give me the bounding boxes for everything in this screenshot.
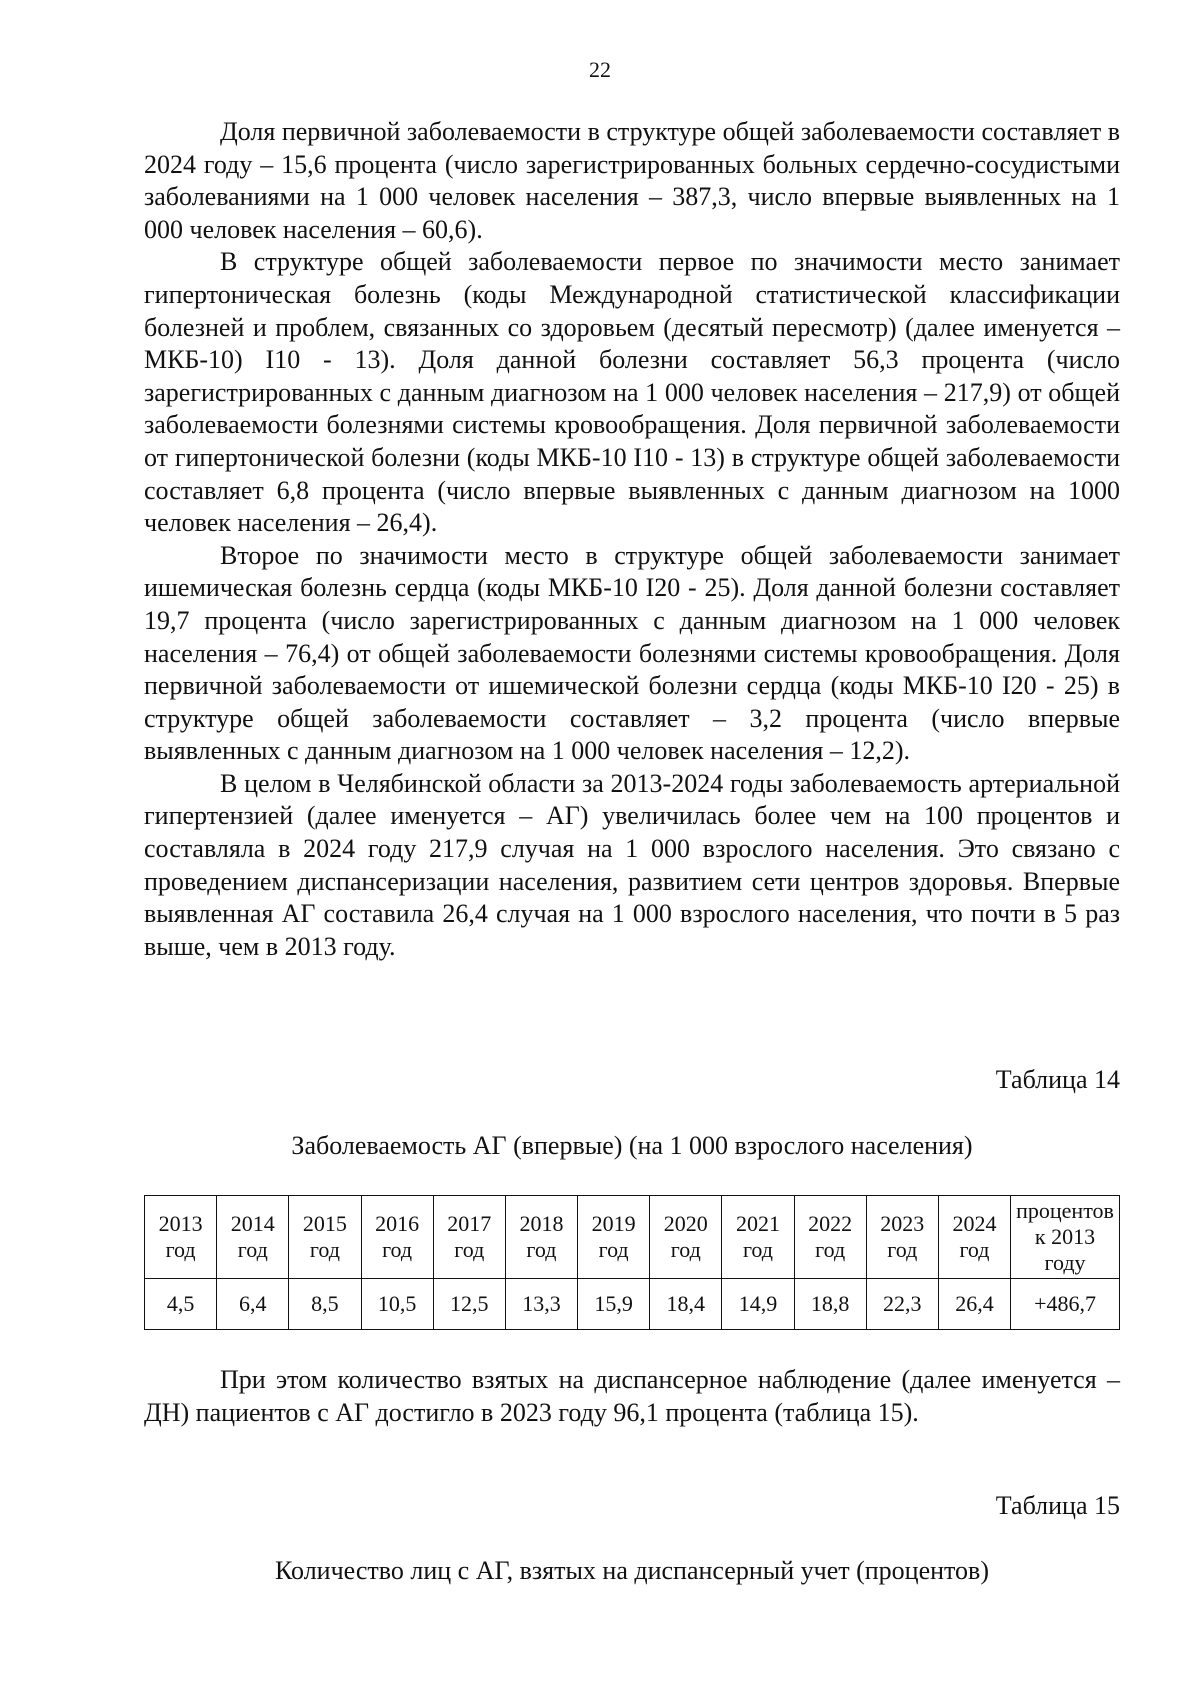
- header-cell: 2024 год: [938, 1196, 1010, 1279]
- header-cell: 2015 год: [289, 1196, 361, 1279]
- value-cell: 10,5: [361, 1279, 433, 1330]
- value-cell: 8,5: [289, 1279, 361, 1330]
- paragraph-dispensary: При этом количество взятых на диспансерное наблюдение (далее именуется – ДН) пациентов с АГ достигло в 2023 году 96,1 процента (таблица 15).: [144, 1365, 1120, 1427]
- table-15-title: Количество лиц с АГ, взятых на диспансерный учет (процентов): [275, 1556, 989, 1585]
- paragraph-hypertension: В структуре общей заболеваемости первое по значимости место занимает гипертоническая болезнь (коды Международной статистической классификации болезней и проблем, связанных со здоровьем (десятый пересмотр) (далее именуется – МКБ-10) I10 - 13). Доля данной болезни составляет 56,3 процента (число зарегистрированных с данным диагнозом на 1 000 человек населения – 217,9) от общей заболеваемости болезнями системы кровообращения. Доля первичной заболеваемости от гипертонической болезни (коды МКБ-10 I10 - 13) в структуре общей заболеваемости составляет 6,8 процента (число впервые выявленных с данным диагнозом на 1000 человек населения – 26,4).: [144, 247, 1120, 538]
- header-cell: 2018 год: [505, 1196, 577, 1279]
- value-cell: 18,8: [794, 1279, 866, 1330]
- value-cell: 6,4: [217, 1279, 289, 1330]
- header-cell: 2022 год: [794, 1196, 866, 1279]
- paragraph-chelyabinsk: В целом в Челябинской области за 2013-2024 годы заболеваемость артериальной гипертензией (далее именуется – АГ) увеличилась более чем на 100 процентов и составляла в 2024 году 217,9 случая на 1 000 взрослого населения. Это связано с проведением диспансеризации населения, развитием сети центров здоровья. Впервые выявленная АГ составила 26,4 случая на 1 000 взрослого населения, что почти в 5 раз выше, чем в 2013 году.: [144, 768, 1120, 961]
- page-number: 22: [589, 57, 611, 82]
- value-cell: 26,4: [938, 1279, 1010, 1330]
- header-cell: 2023 год: [866, 1196, 938, 1279]
- value-cell: 15,9: [578, 1279, 650, 1330]
- table-14: [144, 1195, 1120, 1330]
- header-cell: 2021 год: [722, 1196, 794, 1279]
- table-header-row: [145, 1196, 1120, 1279]
- table-14-label: Таблица 14: [995, 1065, 1120, 1094]
- table-value-row: [145, 1279, 1120, 1330]
- header-cell-percent: процентов к 2013 году: [1011, 1196, 1120, 1279]
- value-cell: 4,5: [145, 1279, 217, 1330]
- value-cell: 14,9: [722, 1279, 794, 1330]
- value-cell: 18,4: [650, 1279, 722, 1330]
- paragraph-primary-morbidity: Доля первичной заболеваемости в структуре общей заболеваемости составляет в 2024 году – 15,6 процента (число зарегистрированных больных сердечно-сосудистыми заболеваниями на 1 000 человек населения – 387,3, число впервые выявленных на 1 000 человек населения – 60,6).: [144, 117, 1120, 244]
- table-14-title: Заболеваемость АГ (впервые) (на 1 000 взрослого населения): [291, 1131, 973, 1160]
- value-cell: 13,3: [505, 1279, 577, 1330]
- header-cell: 2014 год: [217, 1196, 289, 1279]
- header-cell: 2013 год: [145, 1196, 217, 1279]
- header-cell: 2017 год: [433, 1196, 505, 1279]
- body-text: [144, 116, 1120, 963]
- header-cell: 2020 год: [650, 1196, 722, 1279]
- body-text-after-table: [144, 1364, 1120, 1429]
- header-cell: 2016 год: [361, 1196, 433, 1279]
- value-cell: 12,5: [433, 1279, 505, 1330]
- value-cell: 22,3: [866, 1279, 938, 1330]
- paragraph-ischemic: Второе по значимости место в структуре общей заболеваемости занимает ишемическая болезнь сердца (коды МКБ-10 I20 - 25). Доля данной болезни составляет 19,7 процента (число зарегистрированных с данным диагнозом на 1 000 человек населения – 76,4) от общей заболеваемости болезнями системы кровообращения. Доля первичной заболеваемости от ишемической болезни сердца (коды МКБ-10 I20 - 25) в структуре общей заболеваемости составляет – 3,2 процента (число впервые выявленных с данным диагнозом на 1 000 человек населения – 12,2).: [144, 540, 1120, 766]
- table-15-label: Таблица 15: [995, 1491, 1120, 1520]
- header-cell: 2019 год: [578, 1196, 650, 1279]
- value-cell-percent: +486,7: [1011, 1279, 1120, 1330]
